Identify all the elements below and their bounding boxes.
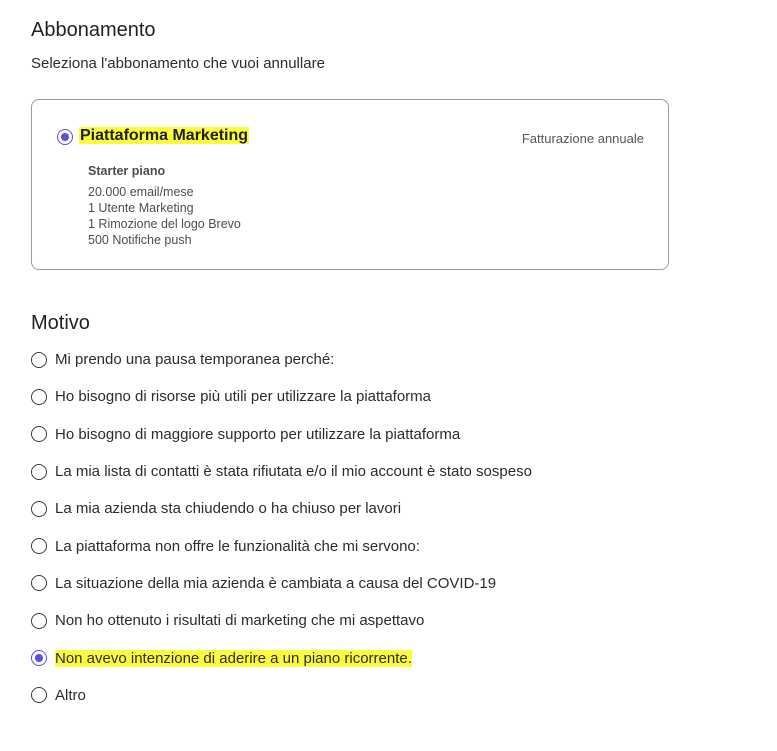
reason-option[interactable]: [31, 341, 532, 378]
reason-label: Ho bisogno di maggiore supporto per utilizzare la piattaforma: [55, 425, 461, 443]
reason-label: Altro: [55, 686, 86, 704]
reason-radio[interactable]: [31, 352, 47, 368]
reason-radio[interactable]: [31, 687, 47, 703]
subscription-title: Abbonamento: [31, 19, 156, 41]
reason-radio[interactable]: [31, 538, 47, 554]
subscription-subtitle: Seleziona l'abbonamento che vuoi annullare: [31, 55, 325, 72]
reason-option-selected[interactable]: [31, 639, 532, 676]
reason-radio[interactable]: [31, 426, 47, 442]
reason-label: Non ho ottenuto i risultati di marketing che mi aspettavo: [55, 612, 425, 630]
plan-feature: 1 Utente Marketing: [88, 201, 194, 215]
reason-label-highlight: Non avevo intenzione di aderire a un piano ricorrente.: [55, 649, 412, 667]
plan-features: [88, 184, 241, 248]
plan-feature: 1 Rimozione del logo Brevo: [88, 217, 241, 231]
reason-option[interactable]: [31, 490, 532, 527]
reason-option[interactable]: [31, 416, 532, 453]
reason-option[interactable]: [31, 527, 532, 564]
reason-option[interactable]: [31, 677, 532, 714]
reason-label: Mi prendo una pausa temporanea perché:: [55, 351, 335, 369]
plan-feature: 20.000 email/mese: [88, 185, 194, 199]
reason-option[interactable]: [31, 378, 532, 415]
plan-card[interactable]: [31, 99, 669, 270]
reason-radio[interactable]: [31, 464, 47, 480]
reason-radio-selected[interactable]: [31, 650, 47, 666]
reason-radio[interactable]: [31, 613, 47, 629]
reason-label: La piattaforma non offre le funzionalità che mi servono:: [55, 537, 420, 555]
plan-feature: 500 Notifiche push: [88, 233, 192, 247]
reason-label: La mia lista di contatti è stata rifiutata e/o il mio account è stato sospeso: [55, 463, 532, 481]
billing-period: Fatturazione annuale: [521, 131, 644, 146]
reason-radio[interactable]: [31, 575, 47, 591]
reason-label: La mia azienda sta chiudendo o ha chiuso per lavori: [55, 500, 402, 518]
reason-option[interactable]: [31, 453, 532, 490]
reason-option[interactable]: [31, 602, 532, 639]
reason-title: Motivo: [31, 312, 90, 334]
reason-label: [55, 650, 412, 667]
plan-tier: Starter piano: [88, 164, 166, 178]
reason-label: Ho bisogno di risorse più utili per utilizzare la piattaforma: [55, 388, 432, 406]
reason-option[interactable]: [31, 565, 532, 602]
plan-radio[interactable]: [57, 129, 73, 145]
plan-name-text: Piattaforma Marketing: [80, 127, 249, 144]
plan-name: [79, 125, 249, 147]
reason-radio[interactable]: [31, 501, 47, 517]
reason-options: [31, 341, 532, 714]
reason-label: La situazione della mia azienda è cambiata a causa del COVID-19: [55, 574, 497, 592]
reason-radio[interactable]: [31, 389, 47, 405]
